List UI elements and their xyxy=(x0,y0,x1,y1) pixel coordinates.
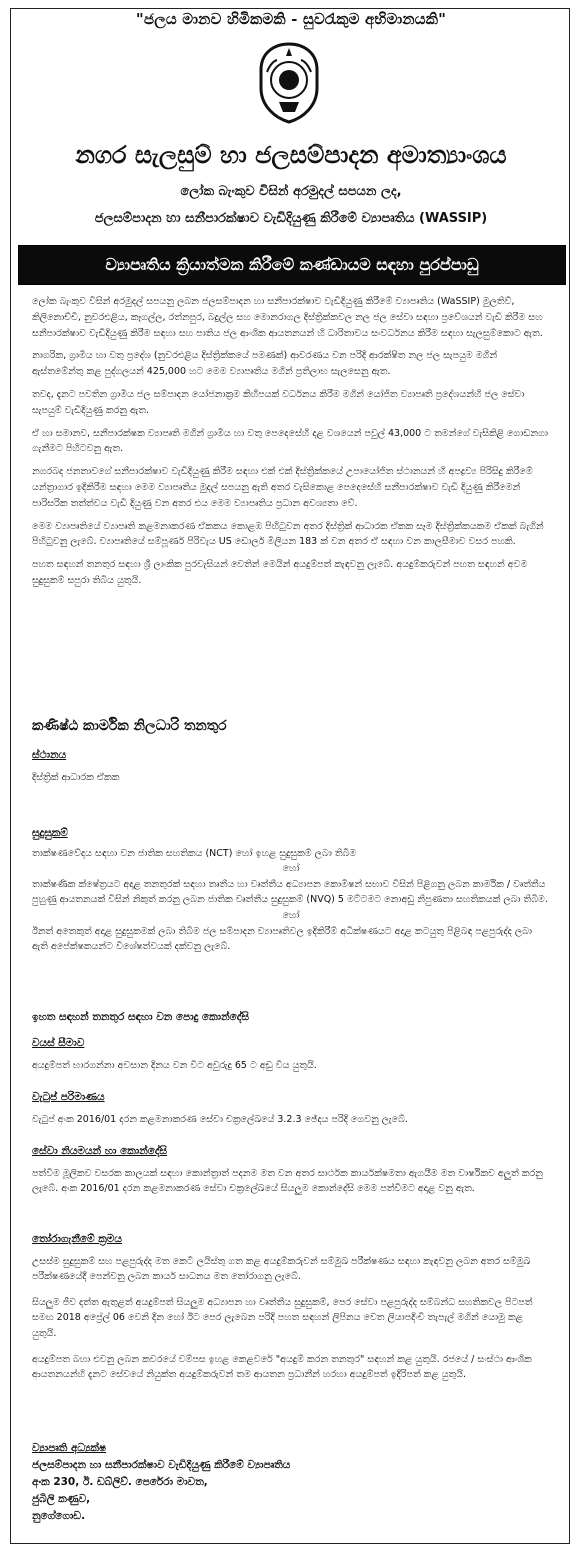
qualification-item: ඊනත් අතෙකුත් අදාළ සුදුසුකමක් ලබා තිබීම ජල සම්පාදන ව්‍යාපෘතිවල ඉදිකිරීම් අධීක්ෂණයට අදාළ කටයුතු පිළිබඳ පළපුරුද්ද ලබා ඇති අපේක්ෂකයන්ට විශේෂත්වයක් දක්වනු ලැබේ. xyxy=(32,925,533,953)
intro-paragraph: ලෝක බැංකුව විසින් අරමුදල් සපයනු ලබන ජලසම්පාදන හා සනීපාරක්ෂාව වැඩිදියුණු කිරීමේ ව්‍යාපෘතිය (WaSSIP) මුලතිව්, කිලිනොච්චි, නුවරඑළිය, කෑගල්ල, රත්නපුර, බදුල්ල සහ මොනරාගල දිස්ත්‍රික්කවල නල ජල සේවා සඳහා ප්‍රවේශයන් වැඩි කිරීම සහ සනීපාරක්ෂාව වැඩිදියුණු කිරීම සඳහා සහ පාතිය ජල ආංශික ආයතනයන් හි ධාරිතාවය සංවර්ධනය කිරීම සඳහා සැලසුම්කොට ඇත. xyxy=(32,296,543,339)
general-conditions-title xyxy=(32,1010,550,1026)
service-label: සේවා නියමයන් හා කොන්දේසි xyxy=(32,1145,168,1157)
station-label: ස්ථානය xyxy=(32,749,67,761)
address-line: ව්‍යාපෘති අධ්‍යක්ෂ xyxy=(32,1442,107,1454)
intro-paragraph: ඒ හා සමානව, සනීපාරක්ෂක ව්‍යාපෘති මගින් ග්‍රාමීය හා වතු පෙදෙසේහි දළ වශයෙන් පවුල් 43,000 ට තමන්ගේ වැසිකිළි ගොඩනගා ගැනීමට පිහිටවනු ඇත. xyxy=(32,427,548,455)
motto-heading: "ජලය මානව හිමිකමකි - සුවරැකුම අභිමානයකි" xyxy=(135,10,447,28)
qualification-item: තාක්ෂණික ක්ෂේත්‍රයට අදාළ තනතුරක් සඳහා තෘතීය හා වෘත්තීය අධ්‍යාපන කොමිෂන් සභාව විසින් පිළිගනු ලබන කාර්මික / වෘත්තීය පුහුණු ආයතනයක් විසින් නිකුත් කරනු ලබන ජාතික වෘත්තීය සුදුසුකම් (NVQ) 5 මට්ටමට නොඅඩු නිපුණතා සහතිකයක් ලබා තිබීම. xyxy=(32,878,548,906)
address-line: ජලසම්පාදන හා සනීපාරක්ෂාව වැඩිදියුණු කිරීමේ ව්‍යාපෘතිය xyxy=(32,1459,291,1471)
national-emblem-icon xyxy=(257,42,321,124)
vacancy-banner: ව්‍යාපෘතිය ක්‍රියාත්මක කිරීමේ කණ්ඩායම සඳහා පුරප්පාඩු xyxy=(18,245,566,285)
salary-label: වැටුප් පරිමාණය xyxy=(32,1091,105,1103)
qualifications-section xyxy=(32,826,550,955)
envelope-instructions: අයදුම්පත බහා එවනු ලබන කවරයේ වම්පස ඉහළ කෙළවරේ "අයදුම් කරන තනතුර" සඳහන් කළ යුතුයි. රජයේ / සංස්ථා ආංශික ආයතනයන්හි දැනට සේවයේ නියුක්ත අයදුම්කරුවන් තම ආයතන ප්‍රධානීන් හරහා අයදුම්පත් ඉදිරිපත් කළ යුතුයි. xyxy=(32,1353,532,1381)
intro-paragraph: මෙම ව්‍යාපෘතියේ ව්‍යාපෘති කළමනාකරණ ඒකකය කොළඹ පිහිටුවන අතර දිස්ත්‍රික් ආධාරක ඒකක සෑම දිස්ත්‍රික්කයකම ඒකක් බැගින් පිහිටුවනු ලැබේ. ව්‍යාපෘතියේ සම්පූර්ණ පිරිවැය US ඩොලර් මිලියන 183 ක් වන අතර ඒ සඳහා වන කාලසීමාව වසර පහකි. xyxy=(32,520,544,548)
address-line: අංක 230, ඊ. ඩබ්ලිව්. පෙරේරා මාවත, xyxy=(32,1476,208,1488)
intro-paragraph: පහත සඳහන් තනතුර සඳහා ශ්‍රී ලාංකික පුරවැසියන් වෙතින් මෙයින් අයදුම්පත් කැඳවනු ලැබේ. අයදුම්කරුවන් පහත සඳහන් අවම සුදුසුකම් සපුරා තිබිය යුතුයි. xyxy=(32,559,528,586)
intro-paragraph: නගරබද ජනතාවගේ සනීපාරක්ෂාව වැඩිදියුණු කිරීම සඳහා එක් එක් දිස්ත්‍රික්කයේ උපායෝජිත ස්ථානයන් හි අපද්‍රව්‍ය පිරිසිදු කිරීමේ යන්ත්‍රාගාර ඉදිකිරීම සඳහා මෙම ව්‍යාපෘතිය මුදල් සපයනු ඇති අතර වැසිකොළ පෙදෙසේහි සනීපාරක්ෂාව වැඩි දියුණු කිරීමෙන් පාරිසරික තත්ත්වය වැඩි දියුණු වන අතර එය මෙම ව්‍යාපෘතිය ප්‍රධාන අවශ්‍යතා වේ. xyxy=(32,466,533,509)
station-section xyxy=(32,748,550,785)
age-section xyxy=(32,1036,550,1073)
service-text: පත්වීම මූලිකව වසරක කාලයක් සඳහා කොන්ත්‍රාත් පදනම මත වන අතර සාර්ථක කාර්යක්ෂමතා ඇගයීම මත වාර්ෂිකව අලුත් කරනු ලැබේ. අංක 2016/01 දරන කළමනාකරණ සේවා චක්‍රලේඛයේ සියලුම කොන්දේසි මෙම පත්වීමට අදාළ වනු ඇත. xyxy=(32,1167,543,1195)
salary-section xyxy=(32,1090,550,1127)
address-line: නුගේගොඩ. xyxy=(32,1510,86,1522)
or-separator: හෝ xyxy=(282,863,300,875)
age-label: වයස් සීමාව xyxy=(32,1037,85,1049)
intro-paragraph: තවද, දැනට පවතින ග්‍රාමීය ජල සම්පාදන යෝජනාක්‍රම කිහිපයක් වර්ධනය කිරීම මගින් යෝජිත ව්‍යාපෘති ප්‍රදේශයන්හි ජල සේවා සැපයුම් වැඩිදියුණු කරනු ඇත. xyxy=(32,388,525,416)
application-instructions: සියලුම ජීව දත්ත ඇතුළත් අයදුම්පත් සියලුම අධ්‍යාපන හා වෘත්තීය සුදුසුකම්, පෙර සේවා පළපුරුද්ද සම්බන්ධ සහතිකවල පිටපත් සමඟ 2018 අප්‍රේල් 06 වෙනි දින හෝ ඊට පෙර ලැබෙන පරිදි පහත සඳහන් ලිපිනය වෙත ලියාපදිංචි තැපැල් මගින් යොමු කළ යුතුයි. xyxy=(32,1296,533,1339)
salary-text: වැටුප් අංක 2016/01 දරන කළමනාකරණ සේවා චක්‍රලේඛයේ 3.2.3 ඡේදය පරිදි ගෙවනු ලැබේ. xyxy=(32,1113,408,1125)
funding-subtitle: ලෝක බැංකුව විසින් අරමුදල් සපයන ලද, xyxy=(180,184,402,199)
selection-section xyxy=(32,1232,550,1383)
qualification-item: තාක්ෂණවේදය සඳහා වන ජාතික සහතිකය (NCT) හෝ ඉහළ සුදුසුකම් ලබා තිබීම xyxy=(32,847,357,859)
address-line: ජුබිලි කණුව, xyxy=(32,1493,91,1505)
or-separator: හෝ xyxy=(282,909,300,921)
age-text: අයදුම්පත් භාරගන්නා අවසාන දිනය වන විට අවුරුදු 65 ට අඩු විය යුතුයි. xyxy=(32,1059,317,1071)
ministry-title: නගර සැලසුම් හා ජලසම්පාදන අමාත්‍යාංශය xyxy=(75,141,507,169)
intro-paragraph: නාගරික, ග්‍රාමීය හා වතු ප්‍රදේශ (නුවරඑළිය දිස්ත්‍රික්කයේ පමණක්) ආවරණය වන පරිදි ආරක්ෂිත නල ජල සැපයුම මගින් ඇස්තමේන්තු කළ පුද්ගලයන් 425,000 හට මෙම ව්‍යාපෘතිය මගින් ප්‍රතිලාභ සැලසෙනු ඇත. xyxy=(32,350,498,378)
intro-section xyxy=(32,294,550,596)
position-title: කණිෂ්ඨ කාර්මික නිලධාරි තනතුර xyxy=(32,718,227,734)
station-value: දිස්ත්‍රික් ආධාරක ඒකක xyxy=(32,771,120,783)
selection-text: උසස්ම සුදුසුකම් සහ පළපුරුද්ද මත කෙටි ලයිස්තු ගත කළ අයදුම්කරුවන් සම්මුඛ පරීක්ෂණය සඳහා කැඳවනු ලබන අතර සම්මුඛ පරීක්ෂණයේදී පෙන්වනු ලබන කාර්ය සාධනය මත තෝරාගනු ලැබේ. xyxy=(32,1255,531,1283)
qualifications-label: සුදුසුකම් xyxy=(32,827,68,839)
service-section xyxy=(32,1144,550,1197)
project-subtitle: ජලසම්පාදන හා සනීපාරක්ෂාව වැඩිදියුණු කිරීමේ ව්‍යාපෘතිය (WASSIP) xyxy=(94,211,488,226)
selection-label: තෝරාගැනීමේ ක්‍රමය xyxy=(32,1233,122,1245)
general-conditions-heading: ඉහත සඳහන් තනතුර සඳහා වන පොදු කොන්දේසි xyxy=(32,1011,250,1023)
contact-address xyxy=(32,1440,290,1525)
